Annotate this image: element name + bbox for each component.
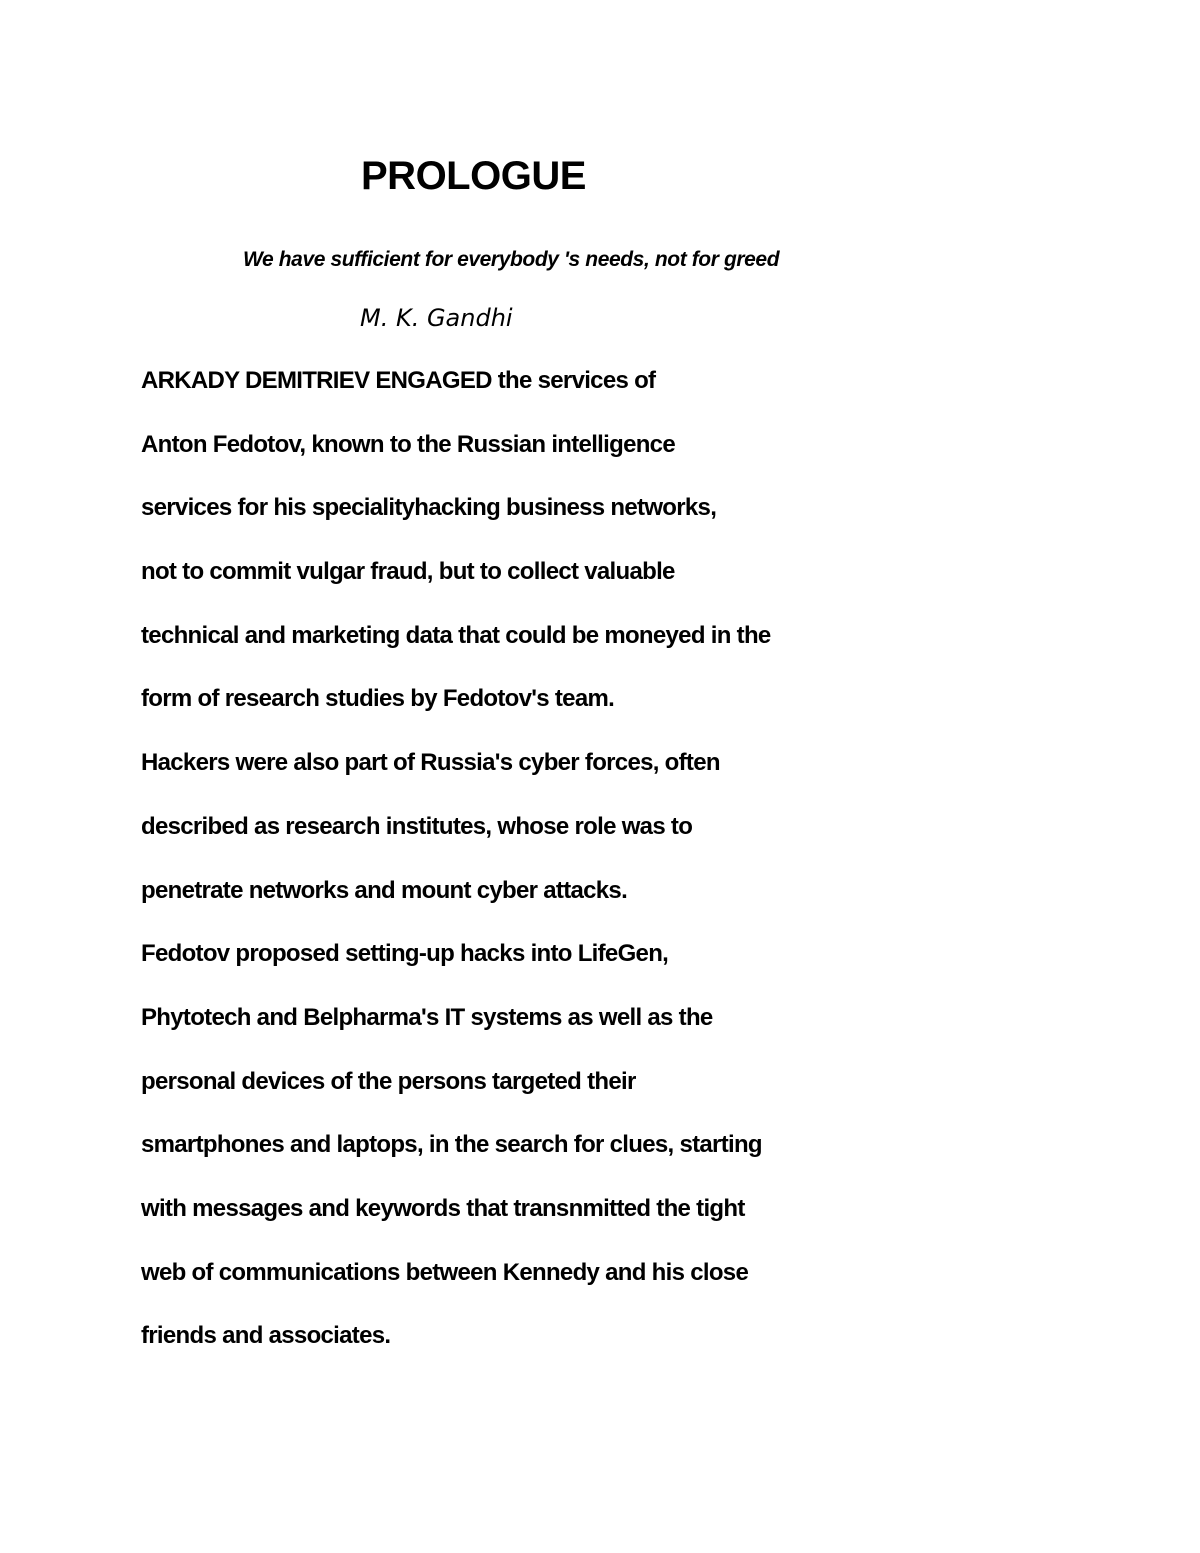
text-line: ARKADY DEMITRIEV ENGAGED the services of: [141, 367, 656, 394]
text-line: Anton Fedotov, known to the Russian intelligence: [141, 430, 675, 458]
text-line: smartphones and laptops, in the search for clues, starting: [141, 1131, 762, 1159]
chapter-title: PROLOGUE: [361, 154, 586, 198]
text-line: personal devices of the persons targeted their: [141, 1067, 636, 1095]
epigraph-attribution: M. K. Gandhi: [360, 304, 513, 332]
text-line: Phytotech and Belpharma's IT systems as well as the: [141, 1003, 713, 1031]
epigraph-quote: We have sufficient for everybody 's needs, not for greed: [243, 248, 780, 271]
body-text: [141, 361, 771, 1380]
text-line: friends and associates.: [141, 1322, 391, 1350]
text-line: form of research studies by Fedotov's team.: [141, 685, 615, 713]
text-line: web of communications between Kennedy and his close: [141, 1258, 749, 1286]
text-line: not to commit vulgar fraud, but to collect valuable: [141, 558, 675, 586]
text-line: described as research institutes, whose role was to: [141, 812, 693, 840]
text-line: Hackers were also part of Russia's cyber forces, often: [141, 749, 720, 777]
text-line: technical and marketing data that could be moneyed in the: [141, 621, 771, 649]
text-line: services for his specialityhacking business networks,: [141, 494, 717, 522]
text-line: with messages and keywords that transnmitted the tight: [141, 1194, 745, 1222]
text-line: penetrate networks and mount cyber attacks.: [141, 876, 628, 904]
text-line: Fedotov proposed setting-up hacks into LifeGen,: [141, 940, 669, 968]
